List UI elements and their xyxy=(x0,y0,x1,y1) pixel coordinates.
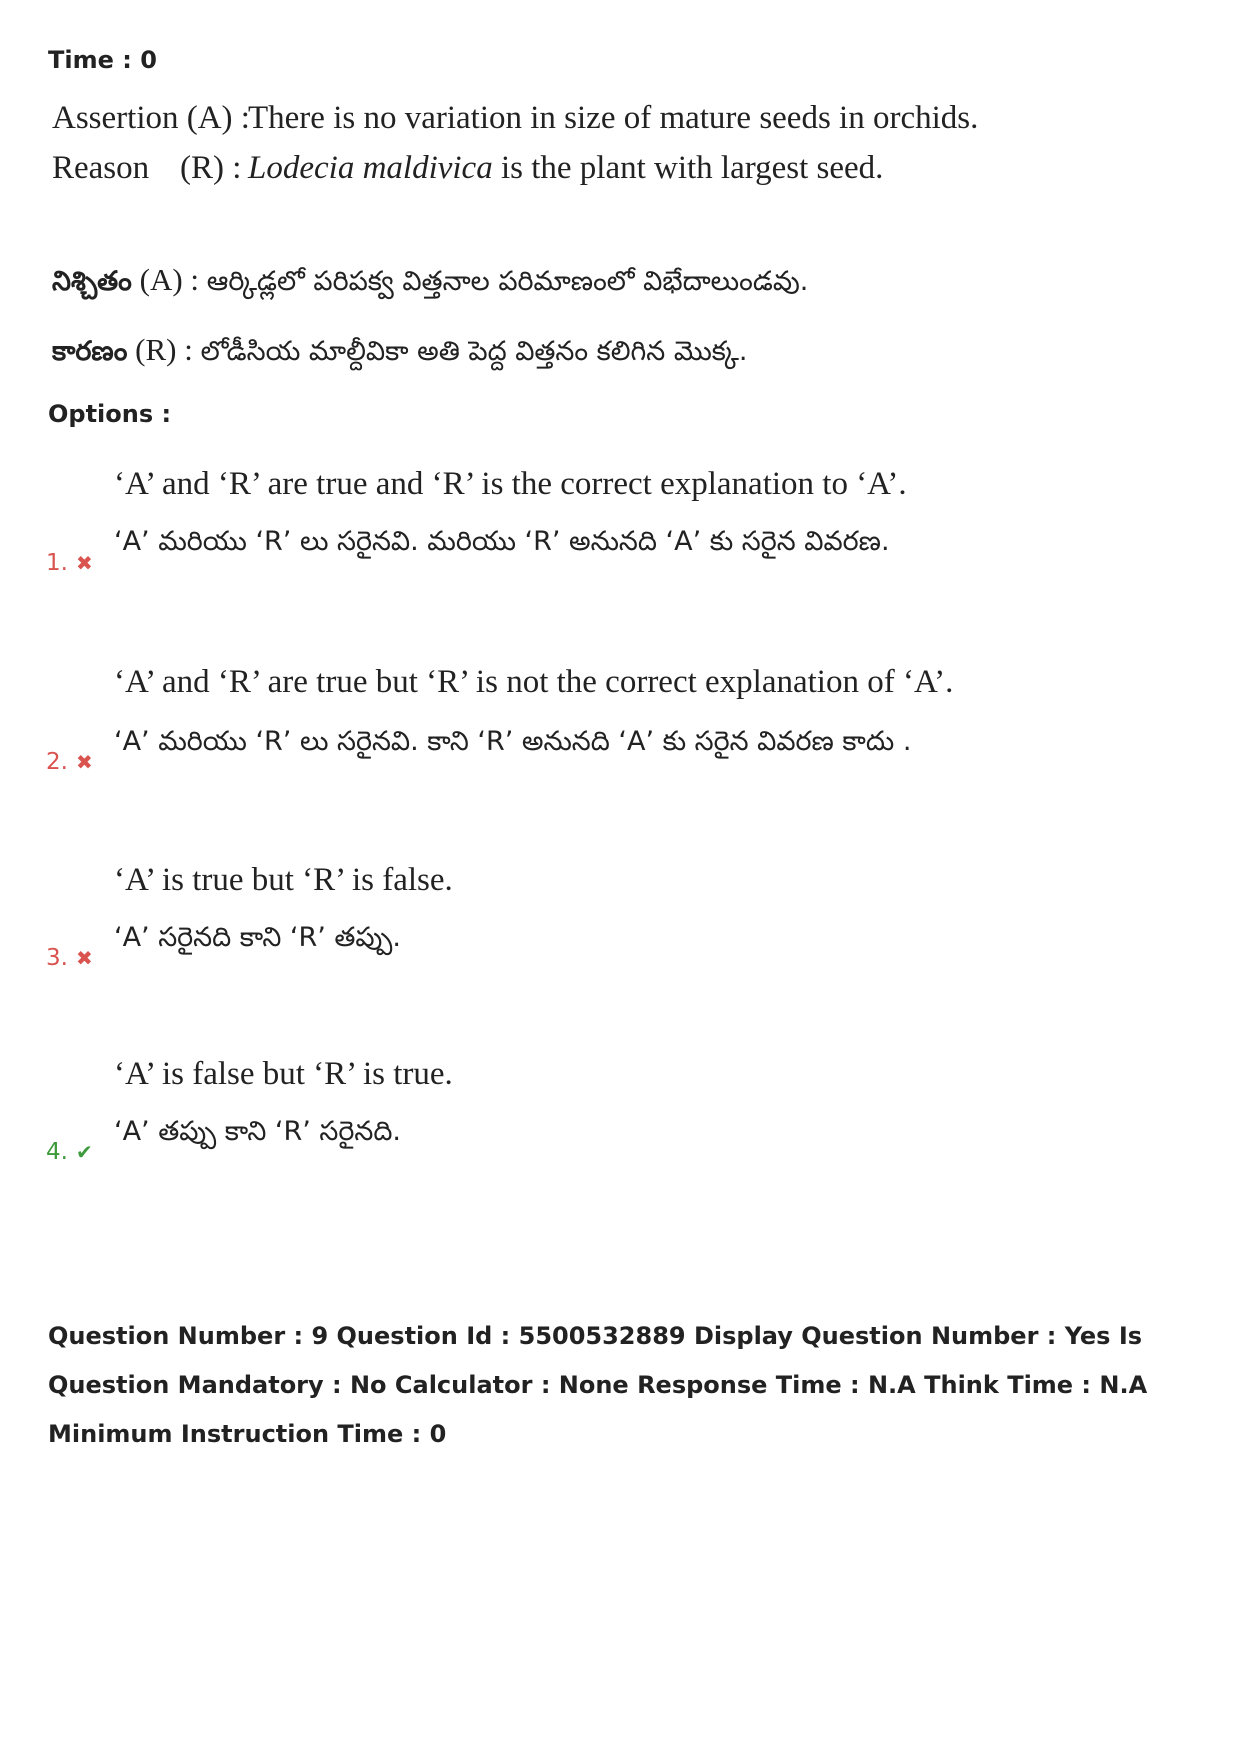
option-4-telugu[interactable]: ‘A’ తప్పు కాని ‘R’ సరైనది. xyxy=(114,1116,401,1147)
reason-line xyxy=(52,150,883,187)
time-label: Time : 0 xyxy=(48,46,157,74)
option-number-label: 4. xyxy=(46,1139,68,1165)
telugu-assertion-code: (A) : xyxy=(131,262,207,297)
reason-code: (R) : xyxy=(180,150,242,186)
option-3-number xyxy=(46,945,93,971)
option-2-number xyxy=(46,749,93,775)
option-number-label: 1. xyxy=(46,550,68,576)
wrong-mark-icon: ✖ xyxy=(75,946,93,970)
options-label: Options : xyxy=(48,400,172,428)
telugu-reason-label: కారణం xyxy=(52,336,128,367)
option-2-english[interactable]: ‘A’ and ‘R’ are true but ‘R’ is not the correct explanation of ‘A’. xyxy=(114,664,954,700)
option-1-telugu[interactable]: ‘A’ మరియు ‘R’ లు సరైనవి. మరియు ‘R’ అనునది ‘A’ కు సరైన వివరణ. xyxy=(114,526,890,557)
telugu-reason-text: లోడీసియ మాల్దీవికా అతి పెద్ద విత్తనం కలిగిన మొక్క. xyxy=(200,336,748,367)
option-3-telugu[interactable]: ‘A’ సరైనది కాని ‘R’ తప్పు. xyxy=(114,922,401,953)
telugu-reason-line xyxy=(52,332,747,374)
telugu-assertion-text: ఆర్కిడ్లలో పరిపక్వ విత్తనాల పరిమాణంలో విభేదాలుండవు. xyxy=(206,266,809,297)
check-mark-icon: ✔ xyxy=(75,1140,93,1164)
telugu-assertion-label: నిశ్చితం xyxy=(52,266,132,297)
reason-species: Lodecia maldivica xyxy=(248,150,493,186)
option-number-label: 2. xyxy=(46,749,68,775)
option-4-english[interactable]: ‘A’ is false but ‘R’ is true. xyxy=(114,1056,453,1092)
wrong-mark-icon: ✖ xyxy=(75,551,93,575)
telugu-reason-code: (R) : xyxy=(127,332,201,367)
option-1-number xyxy=(46,550,93,576)
option-4-number xyxy=(46,1139,93,1165)
reason-label: Reason xyxy=(52,150,150,186)
wrong-mark-icon: ✖ xyxy=(75,750,93,774)
option-3-english[interactable]: ‘A’ is true but ‘R’ is false. xyxy=(114,862,453,898)
telugu-assertion-line xyxy=(52,262,808,304)
assertion-line xyxy=(52,100,978,137)
assertion-label: Assertion (A) : xyxy=(52,100,250,136)
assertion-text: There is no variation in size of mature seeds in orchids. xyxy=(248,100,979,136)
reason-text: is the plant with largest seed. xyxy=(492,150,884,186)
option-number-label: 3. xyxy=(46,945,68,971)
option-2-telugu[interactable]: ‘A’ మరియు ‘R’ లు సరైనవి. కాని ‘R’ అనునది ‘A’ కు సరైన వివరణ కాదు . xyxy=(114,726,912,757)
question-metadata: Question Number : 9 Question Id : 5500532889 Display Question Number : Yes Is Question Mandatory : No Calculator : None Response Time : N.A Think Time : N.A Minimum Instruction Time : 0 xyxy=(48,1322,1148,1448)
option-1-english[interactable]: ‘A’ and ‘R’ are true and ‘R’ is the correct explanation to ‘A’. xyxy=(114,466,907,502)
